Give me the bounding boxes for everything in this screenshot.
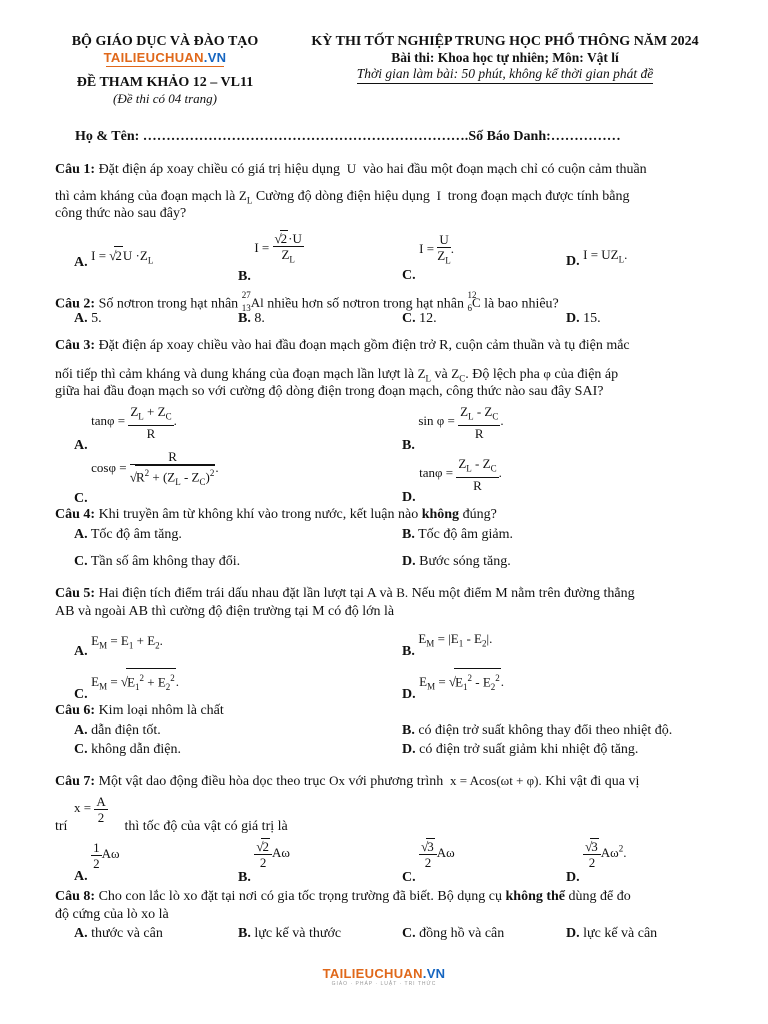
q8-option-d[interactable]: D. lực kế và cân (566, 926, 658, 941)
header-left (40, 34, 290, 107)
q7-option-b[interactable]: B. $\frac{√2}{2}$ Aω (238, 839, 290, 885)
q1-formula-b: I = $\frac{√2\cdot U}{Z_L}$ (254, 231, 302, 265)
q8-option-b[interactable]: B. lực kế và thước (238, 926, 342, 941)
q7-option-a[interactable]: A. $\frac{1}{2}$ Aω (74, 840, 120, 885)
q3-option-d[interactable]: D. tanφ = $\frac{Z_L - Z_C}{R}$ . (402, 456, 502, 506)
q3-option-a[interactable]: A. tanφ = $\frac{Z_L + Z_C}{R}$ . (74, 404, 177, 454)
question-8-line2: độ cứng của lò xo là (55, 907, 169, 922)
q5-option-b[interactable]: B. $E_M = |E_1 - E_2|$. (402, 631, 493, 659)
q1-symbol-u: U (343, 161, 360, 176)
q8-option-c[interactable]: C. đồng hồ và cân (402, 926, 505, 941)
q6-option-b[interactable]: B. có điện trở suất không thay đổi theo nhiệt độ. (402, 723, 673, 738)
logo-underline (106, 66, 224, 67)
q6-option-d[interactable]: D. có điện trở suất giảm khi nhiệt độ tăng. (402, 742, 639, 757)
q4-option-d[interactable]: D. Bước sóng tăng. (402, 554, 511, 569)
q5-option-a[interactable]: A. $E_M = E_1 + E_2$. (74, 633, 163, 659)
q1-formula-d: $I = UZ_L$. (583, 247, 628, 265)
q5-option-c[interactable]: C. $E_M = √E_1^2 + E_2^2$. (74, 668, 179, 696)
page-count: (Đề thi có 04 trang) (113, 91, 217, 106)
q1-option-d[interactable]: D. $I = UZ_L$. (566, 247, 628, 269)
q4-option-a[interactable]: A. Tốc độ âm tăng. (74, 527, 182, 542)
exam-subject: Bài thi: Khoa học tự nhiên; Môn: Vật lí (391, 50, 619, 65)
q7-option-c[interactable]: C. $\frac{√3}{2}$ Aω (402, 839, 455, 885)
q6-option-a[interactable]: A. dẫn điện tốt. (74, 723, 161, 738)
exam-title: KỲ THI TỐT NGHIỆP TRUNG HỌC PHỔ THÔNG NĂM 2024 (311, 34, 699, 49)
q3-option-b[interactable]: B. sin φ = $\frac{Z_L - Z_C}{R}$ . (402, 404, 504, 454)
question-2: Câu 2: Số nơtron trong hạt nhân $^{27}_{13}$Al nhiều hơn số nơtron trong hạt nhân $^{12}_6$C là bao nhiêu? (55, 290, 559, 313)
q2-nucleus-al: $^{27}_{13}$Al (241, 290, 264, 313)
exam-code: ĐỀ THAM KHẢO 12 – VL11 (76, 75, 254, 90)
question-3: Câu 3: Đặt điện áp xoay chiều vào hai đầu đoạn mạch gồm điện trở R, cuộn cảm thuần và tụ điện mắc (55, 338, 630, 353)
question-8: Câu 8: Cho con lắc lò xo đặt tại nơi có gia tốc trọng trường đã biết. Bộ dụng cụ không thể dùng để đo (55, 889, 631, 904)
question-1-line3: công thức nào sau đây? (55, 206, 187, 221)
student-info-line (75, 128, 735, 146)
question-5: Câu 5: Hai điện tích điểm trái dấu nhau đặt lần lượt tại A và B. Nếu một điểm M nằm trên đường thẳng (55, 585, 635, 601)
q2-nucleus-c: $^{12}_6$C (467, 290, 481, 313)
footer-logo[interactable]: TAILIEUCHUAN.VN GIÁO · PHÁP · LUẬT · TRI THỨC (0, 966, 768, 987)
q7-position-fraction: x = $\frac{A}{2}$ (74, 794, 106, 825)
site-logo[interactable]: TAILIEUCHUAN.VN (103, 50, 227, 65)
q2-option-d[interactable]: D. 15. (566, 311, 601, 326)
question-5-line2: AB và ngoài AB thì cường độ điện trường tại M có độ lớn là (55, 604, 395, 619)
question-3-line2: nối tiếp thì cảm kháng và dung kháng của đoạn mạch lần lượt là $Z_L$ và $Z_C$. Độ lệch pha φ của điện áp (55, 366, 619, 384)
q1-symbol-zl: $Z_L$ (238, 188, 253, 206)
question-1-line2: thì cảm kháng của đoạn mạch là $Z_L$ Cường độ dòng điện hiệu dụng I trong đoạn mạch được tính bằng (55, 188, 630, 206)
question-7: Câu 7: Một vật dao động điều hòa dọc theo trục Ox với phương trình x = Acos(ωt + φ). Khi vật đi qua vị (55, 773, 640, 789)
q8-option-a[interactable]: A. thước và cân (74, 926, 163, 941)
question-1: Câu 1: Đặt điện áp xoay chiều có giá trị hiệu dụng U vào hai đầu một đoạn mạch chỉ có cuộn cảm thuần (55, 161, 647, 177)
q7-option-d[interactable]: D. $\frac{√3}{2}$ $A\omega^2$. (566, 839, 627, 885)
q1-option-c[interactable]: C. I = $\frac{U}{Z_L}$ . (402, 232, 454, 284)
q3-option-c[interactable]: C. cosφ = $\frac{R}{√R^2 + (Z_L - Z_C)^2}$ . (74, 449, 219, 507)
q1-symbol-i: I (433, 188, 445, 203)
question-3-line3: giữa hai đầu đoạn mạch so với cường độ dòng điện trong đoạn mạch, công thức nào sau đây SAI? (55, 384, 604, 399)
question-7-line2: trí thì tốc độ của vật có giá trị là (55, 819, 288, 834)
q5-option-d[interactable]: D. $E_M = √E_1^2 - E_2^2$. (402, 668, 504, 696)
name-field-label: Họ & Tên: ……………………………………………………………. (75, 129, 469, 144)
student-id-label: Số Báo Danh:…………… (468, 129, 621, 144)
footer-tagline: GIÁO · PHÁP · LUẬT · TRI THỨC (331, 981, 437, 987)
q2-option-a[interactable]: A. 5. (74, 311, 102, 326)
header-right (282, 34, 728, 84)
q4-option-c[interactable]: C. Tần số âm không thay đổi. (74, 554, 241, 569)
question-4: Câu 4: Khi truyền âm từ không khí vào trong nước, kết luận nào không đúng? (55, 507, 497, 522)
q2-option-c[interactable]: C. 12. (402, 311, 437, 326)
q6-option-c[interactable]: C. không dẫn điện. (74, 742, 181, 757)
q2-option-b[interactable]: B. 8. (238, 311, 265, 326)
q1-formula-a: $I = √2U \cdot Z_L$ (91, 248, 154, 266)
q1-formula-c: I = $\frac{U}{Z_L}$ . (419, 232, 454, 266)
q1-option-b[interactable]: B. I = $\frac{√2\cdot U}{Z_L}$ (238, 231, 302, 284)
q1-option-a[interactable]: A. $I = √2U \cdot Z_L$ (74, 248, 154, 270)
exam-time: Thời gian làm bài: 50 phút, không kể thời gian phát đề (357, 66, 653, 84)
q4-option-b[interactable]: B. Tốc độ âm giảm. (402, 527, 513, 542)
q1-label: Câu 1: (55, 162, 96, 177)
ministry-name: BỘ GIÁO DỤC VÀ ĐÀO TẠO (71, 34, 259, 49)
question-6: Câu 6: Kim loại nhôm là chất (55, 703, 224, 718)
